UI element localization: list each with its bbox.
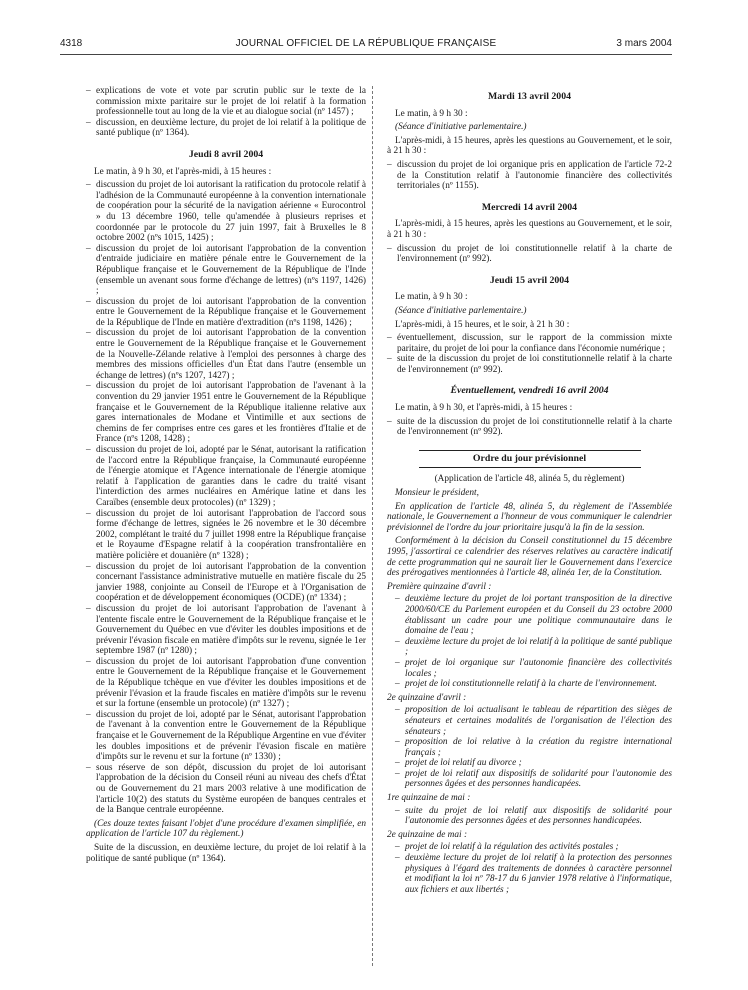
page-header <box>60 38 672 55</box>
session-time: L'après-midi, à 15 heures, après les questions au Gouvernement, et le soir, à 21 h 30 : <box>387 219 672 240</box>
session-time: Le matin, à 9 h 30 : <box>395 108 468 119</box>
top-items-list <box>86 86 366 139</box>
list-item: – discussion du projet de loi autorisant l'approbation de la convention entre le Gouvernement de la République française et le Gouvernement de la Nouvelle-Zélande relative à l'emploi des personnes à charge des membres des missions officielles d'un État dans l'autre (ensemble un échange de lettres) (nºs 1207, 1427) ; <box>86 328 366 381</box>
letter-paragraph: Conformément à la décision du Conseil constitutionnel du 15 décembre 1995, j'assortirai ce calendrier des réserves relatives au caractère indicatif de cette programmation qui ne saurait lier le Gouvernement dans l'exercice des prérogatives mentionnées à l'article 48, alinéa 1er, de la Constitution. <box>387 536 672 579</box>
column-divider <box>372 86 373 966</box>
list-item: – éventuellement, discussion, sur le rapport de la commission mixte paritaire, du projet de loi pour la confiance dans l'économie numérique ; <box>387 333 672 354</box>
list-item: – projet de loi relatif aux dispositifs de solidarité pour l'autonomie des personnes âgées et des personnes handicapées. <box>395 769 672 790</box>
list-item: – sous réserve de son dépôt, discussion du projet de loi autorisant l'approbation de la décision du Conseil réuni au niveau des chefs d'État ou de Gouvernement du 21 mars 2003 relative à une modification de l'article 10(2) des statuts du Système européen de banques centrales et de la Banque centrale européenne. <box>86 763 366 816</box>
day-heading-mardi-13: Mardi 13 avril 2004 <box>488 91 571 102</box>
list-item: – explications de vote et vote par scrutin public sur le texte de la commission mixte paritaire sur le projet de loi relatif à la formation professionnelle tout au long de la vie et au dialogue social (nº 1457) ; <box>86 86 366 118</box>
list-item: – discussion du projet de loi autorisant l'approbation de la convention concernant l'assistance administrative mutuelle en matière fiscale du 25 janvier 1988, conjointe au Conseil de l'Europe et à l'Organisation de coopération et de développement économiques (OCDE) (nº 1334) ; <box>86 562 366 604</box>
vendredi-16-items <box>387 417 672 438</box>
session-time: Le matin, à 9 h 30, et l'après-midi, à 15 heures : <box>94 166 272 177</box>
list-item: – discussion du projet de loi, adopté par le Sénat, autorisant l'approbation de l'avenant à la convention entre le Gouvernement de la République française et le Gouvernement de la République Argentine en vue d'éviter les doubles impositions et de prévenir l'évasion fiscale en matière d'impôts sur le revenu et sur la fortune (nº 1330) ; <box>86 710 366 763</box>
fortnight-items <box>395 806 672 827</box>
list-item: – discussion du projet de loi, adopté par le Sénat, autorisant la ratification de l'accord entre la République française, la Communauté européenne de l'énergie atomique et l'Agence internationale de l'énergie atomique relatif à l'application de garanties dans le cadre du traité visant l'interdiction des armes nucléaires en Amérique latine et dans les Caraïbes (ensemble deux protocoles) (nº 1329) ; <box>86 445 366 509</box>
list-item: – proposition de loi relative à la création du registre international français ; <box>395 737 672 758</box>
session-time: L'après-midi, à 15 heures, et le soir, à 21 h 30 : <box>395 319 570 330</box>
list-item: – discussion du projet de loi organique pris en application de l'article 72-2 de la Constitution relatif à l'autonomie financière des collectivités territoriales (nº 1155). <box>387 160 672 192</box>
list-item: – projet de loi relatif à la régulation des activités postales ; <box>395 842 672 853</box>
list-item: – discussion du projet de loi autorisant la ratification du protocole relatif à l'adhésion de la Communauté européenne à la convention internationale de coopération pour la sécurité de la navigation aérienne « Eurocontrol » du 13 décembre 1960, telle qu'amendée à plusieurs reprises et coordonnée par le protocole du 27 juin 1997, fait à Bruxelles le 8 octobre 2002 (nºs 1015, 1425) ; <box>86 180 366 244</box>
session-time: Le matin, à 9 h 30 : <box>395 292 468 303</box>
list-item: – deuxième lecture du projet de loi relatif à la politique de santé publique ; <box>395 637 672 658</box>
day-heading-vendredi-16: Éventuellement, vendredi 16 avril 2004 <box>450 385 609 397</box>
list-item: – deuxième lecture du projet de loi portant transposition de la directive 2000/60/CE du Parlement européen et du Conseil du 23 octobre 2000 établissant un cadre pour une politique communautaire dans le domaine de l'eau ; <box>395 594 672 636</box>
fortnight-label: 2e quinzaine d'avril : <box>387 692 467 703</box>
day-heading-jeudi-8: Jeudi 8 avril 2004 <box>188 148 264 160</box>
mercredi-14-items <box>387 244 672 265</box>
journal-title: JOURNAL OFFICIEL DE LA RÉPUBLIQUE FRANÇAISE <box>235 38 497 49</box>
list-item: – deuxième lecture du projet de loi relatif à la protection des personnes physiques à l'égard des traitements de données à caractère personnel et modifiant la loi nº 78-17 du 6 janvier 1978 relative à l'informatique, aux fichiers et aux libertés ; <box>395 853 672 895</box>
list-item: – proposition de loi actualisant le tableau de répartition des sièges de sénateurs et certaines modalités de l'organisation de l'élection des sénateurs ; <box>395 705 672 737</box>
list-item: – discussion du projet de loi autorisant l'approbation de la convention d'entraide judiciaire en matière pénale entre le Gouvernement de la République française et le Gouvernement de la République de l'Inde (ensemble un avenant sous forme d'échange de lettres) (nºs 1197, 1426) ; <box>86 244 366 297</box>
day-heading-jeudi-15: Jeudi 15 avril 2004 <box>489 274 570 286</box>
fortnight-items <box>395 705 672 790</box>
list-item: – suite de la discussion du projet de loi constitutionnelle relatif à la charte de l'environnement (nº 992). <box>387 354 672 375</box>
page-number: 4318 <box>60 38 83 49</box>
list-item: – discussion du projet de loi autorisant l'approbation de l'avenant à la convention du 29 janvier 1951 entre le Gouvernement de la République française et le Gouvernement de la République italienne relative aux gares internationales de Modane et Vintimille et aux sections de chemins de fer comprises entre ces gares et les frontières d'Italie et de France (nºs 1208, 1428) ; <box>86 381 366 445</box>
list-item: – discussion, en deuxième lecture, du projet de loi relatif à la politique de santé publique (nº 1364). <box>86 118 366 139</box>
procedure-note: (Ces douze textes faisant l'objet d'une procédure d'examen simplifiée, en application de l'article 107 du règlement.) <box>86 818 366 840</box>
list-item: – suite du projet de loi relatif aux dispositifs de solidarité pour l'autonomie des personnes âgées et des personnes handicapées. <box>395 806 672 827</box>
closing-paragraph: Suite de la discussion, en deuxième lecture, du projet de loi relatif à la politique de santé publique (nº 1364). <box>86 842 366 864</box>
jeudi-8-items <box>86 180 366 816</box>
list-item: – discussion du projet de loi autorisant l'approbation de la convention entre le Gouvernement de la République française et le Gouvernement de la République de l'Inde en matière d'extradition (nºs 1198, 1426) ; <box>86 297 366 329</box>
session-time: L'après-midi, à 15 heures, après les questions au Gouvernement, et le soir, à 21 h 30 : <box>387 135 672 157</box>
left-column <box>86 86 366 867</box>
list-item: – projet de loi constitutionnelle relatif à la charte de l'environnement. <box>395 679 672 690</box>
letter-paragraph: En application de l'article 48, alinéa 5, du règlement de l'Assemblée nationale, le Gouvernement a l'honneur de vous communiquer le calendrier prévisionnel de l'ordre du jour prioritaire jusqu'à la fin de la session. <box>387 501 672 533</box>
fortnight-items <box>395 842 672 895</box>
day-heading-mercredi-14: Mercredi 14 avril 2004 <box>481 201 578 213</box>
fortnight-items <box>395 594 672 689</box>
right-column <box>387 86 672 898</box>
list-item: – discussion du projet de loi constitutionnelle relatif à la charte de l'environnement (nº 992). <box>387 244 672 265</box>
jeudi-15-items <box>387 333 672 375</box>
session-note: (Séance d'initiative parlementaire.) <box>395 305 527 316</box>
list-item: – discussion du projet de loi autorisant l'approbation d'une convention entre le Gouvernement de la République française et le Gouvernement de la République tchèque en vue d'éviter les doubles impositions et de prévenir l'évasion et la fraude fiscales en matière d'impôts sur le revenu et sur la fortune (ensemble un protocole) (nº 1327) ; <box>86 657 366 710</box>
issue-date: 3 mars 2004 <box>616 38 672 49</box>
list-item: – suite de la discussion du projet de loi constitutionnelle relatif à la charte de l'environnement (nº 992). <box>387 417 672 438</box>
list-item: – discussion du projet de loi autorisant l'approbation de l'avenant à l'entente fiscale entre le Gouvernement de la République française et le Gouvernement du Québec en vue d'éviter les doubles impositions et de prévenir l'évasion fiscale en matière d'impôts sur le revenu, signée le 1er septembre 1987 (nº 1280) ; <box>86 604 366 657</box>
session-time: Le matin, à 9 h 30, et l'après-midi, à 15 heures : <box>395 403 573 414</box>
fortnight-label: 1re quinzaine de mai : <box>387 793 471 804</box>
list-item: – discussion du projet de loi autorisant l'approbation de l'accord sous forme d'échange de lettres, signées le 26 novembre et le 30 décembre 2002, complétant le traité du 7 juillet 1998 entre la République française et le Royaume d'Espagne relatif à la coopération transfrontalière en matière policière et douanière (nº 1328) ; <box>86 509 366 562</box>
fortnight-label: Première quinzaine d'avril : <box>387 581 492 592</box>
session-note: (Séance d'initiative parlementaire.) <box>395 122 527 133</box>
list-item: – projet de loi organique sur l'autonomie financière des collectivités locales ; <box>395 658 672 679</box>
ordre-du-jour-heading: Ordre du jour prévisionnel <box>419 450 641 469</box>
fortnight-label: 2e quinzaine de mai : <box>387 829 468 840</box>
application-note: (Application de l'article 48, alinéa 5, du règlement) <box>434 474 625 485</box>
list-item: – projet de loi relatif au divorce ; <box>395 758 672 769</box>
mardi-13-items <box>387 160 672 192</box>
salutation: Monsieur le président, <box>395 488 479 499</box>
